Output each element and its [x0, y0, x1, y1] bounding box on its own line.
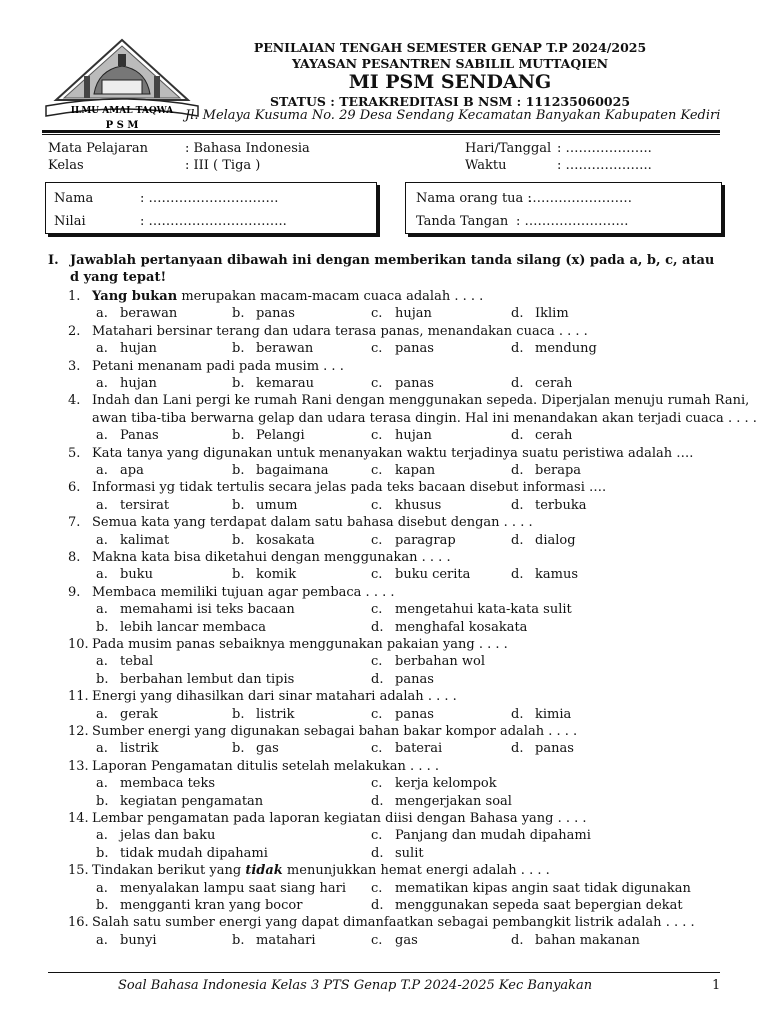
option-letter: a.: [96, 602, 108, 618]
option-text: mengganti kran yang bocor: [120, 898, 303, 913]
question-item: [68, 480, 606, 495]
option-d: [511, 341, 597, 356]
question-text: Informasi yg tidak tertulis secara jelas pada teks bacaan disebut informasi ….: [92, 480, 607, 496]
question-text: Makna kata bisa diketahui dengan menggunakan . . . .: [92, 550, 451, 565]
option-letter: c.: [371, 341, 383, 357]
option-letter: d.: [511, 428, 524, 444]
option-letter: d.: [511, 463, 524, 478]
option-text: menggunakan sepeda saat bepergian dekat: [395, 898, 683, 913]
option-d: [371, 846, 424, 861]
question-number: 11.: [68, 689, 89, 705]
parent-name-field: ……………………: [528, 191, 632, 206]
option-letter: d.: [511, 497, 524, 513]
option-letter: d.: [511, 341, 524, 357]
question-number: 5.: [68, 445, 81, 461]
question-text: Sumber energi yang digunakan sebagai bahan bakar kompor adalah . . . .: [92, 724, 578, 739]
option-c: [371, 376, 434, 391]
option-letter: a.: [96, 654, 108, 670]
option-text: khusus: [395, 497, 442, 513]
time-value: : ………………..: [557, 158, 652, 173]
option-letter: b.: [232, 532, 245, 548]
option-letter: d.: [511, 376, 524, 391]
signature-label: Tanda Tangan: [416, 214, 509, 229]
option-text: kosakata: [256, 532, 315, 548]
option-d: [511, 933, 640, 948]
class-value: : III ( Tiga ): [185, 158, 261, 173]
option-letter: b.: [96, 619, 109, 635]
option-a: [96, 828, 215, 843]
option-d: [511, 707, 571, 722]
option-b: [232, 933, 316, 948]
section-text: Jawablah pertanyaan dibawah ini dengan memberikan tanda silang (x) pada a, b, c, atau d yang tepat!: [70, 253, 715, 285]
name-field: : …………………………: [140, 191, 279, 206]
score-field: : …………………………..: [140, 214, 287, 229]
option-text: panas: [395, 341, 434, 357]
option-text: bunyi: [120, 932, 157, 948]
name-label: Nama: [54, 191, 94, 206]
option-b: [232, 463, 329, 478]
option-c: [371, 828, 591, 843]
option-letter: c.: [371, 880, 383, 896]
option-text: hujan: [120, 341, 157, 357]
option-letter: c.: [371, 532, 383, 548]
option-text: mengetahui kata-kata sulit: [395, 602, 572, 618]
question-item: [68, 515, 533, 530]
question-text: Indah dan Lani pergi ke rumah Rani dengan menggunakan sepeda. Diperjalan menuju rumah Rani,: [92, 393, 750, 409]
option-letter: c.: [371, 376, 383, 391]
parent-box: [405, 182, 722, 234]
option-letter: c.: [371, 602, 383, 618]
option-letter: c.: [371, 828, 383, 844]
option-text: Panas: [120, 428, 159, 444]
option-text: menghafal kosakata: [395, 619, 528, 635]
option-letter: a.: [96, 341, 108, 357]
option-text: tidak mudah dipahami: [120, 845, 268, 861]
question-item: [68, 550, 451, 565]
option-text: cerah: [535, 428, 573, 444]
option-a: [96, 707, 158, 722]
option-letter: b.: [232, 567, 245, 583]
option-letter: b.: [232, 706, 245, 722]
option-text: Pelangi: [256, 428, 305, 444]
option-a: [96, 602, 295, 617]
question-item: [68, 289, 483, 304]
option-b: [232, 428, 305, 443]
option-c: [371, 933, 418, 948]
question-number: 12.: [68, 724, 89, 739]
question-emphasis: Yang bukan: [92, 289, 178, 304]
option-letter: b.: [232, 428, 245, 444]
question-item: [68, 324, 588, 339]
option-letter: b.: [232, 376, 245, 391]
question-number: 3.: [68, 358, 81, 374]
option-b: [96, 898, 302, 913]
option-c: [371, 341, 434, 356]
option-text: gas: [256, 741, 279, 757]
question-number: 10.: [68, 637, 89, 652]
option-text: gas: [395, 932, 418, 948]
question-number: 8.: [68, 550, 81, 565]
option-c: [371, 707, 434, 722]
option-c: [371, 428, 432, 443]
option-d: [511, 428, 572, 443]
option-letter: d.: [511, 706, 524, 722]
option-letter: c.: [371, 463, 383, 478]
question-text: merupakan macam-macam cuaca adalah . . . .: [177, 289, 484, 304]
option-text: berawan: [120, 306, 178, 322]
option-text: lebih lancar membaca: [120, 619, 266, 635]
option-letter: c.: [371, 567, 383, 583]
subject-label: Mata Pelajaran: [48, 141, 149, 156]
option-text: matahari: [256, 932, 316, 948]
option-a: [96, 463, 144, 478]
question-text: Kata tanya yang digunakan untuk menanyakan waktu terjadinya suatu peristiwa adalah ….: [92, 445, 694, 461]
option-letter: a.: [96, 306, 108, 322]
option-text: panas: [395, 671, 434, 687]
footer-text: Soal Bahasa Indonesia Kelas 3 PTS Genap T.P 2024-2025 Kec Banyakan: [118, 978, 593, 993]
option-c: [371, 654, 485, 669]
subject-value: : Bahasa Indonesia: [185, 141, 310, 156]
option-c: [371, 741, 442, 756]
option-text: sulit: [395, 845, 424, 861]
option-a: [96, 776, 215, 791]
question-number: 16.: [68, 915, 89, 931]
option-letter: a.: [96, 880, 108, 896]
option-text: baterai: [395, 741, 443, 757]
option-letter: a.: [96, 428, 108, 444]
option-text: berbahan lembut dan tipis: [120, 671, 295, 687]
option-text: menyalakan lampu saat siang hari: [120, 880, 347, 896]
question-number: 13.: [68, 758, 89, 774]
option-text: berapa: [535, 463, 582, 478]
question-number: 7.: [68, 515, 81, 531]
question-item: [68, 724, 577, 739]
option-letter: d.: [371, 619, 384, 635]
option-letter: d.: [511, 532, 524, 548]
option-text: mengerjakan soal: [395, 793, 512, 809]
option-letter: a.: [96, 776, 108, 792]
option-text: gerak: [120, 706, 158, 722]
page-number: 1: [712, 978, 721, 993]
school-name: MI PSM SENDANG: [348, 71, 552, 93]
section-instruction: [48, 252, 718, 286]
question-text-continued: awan tiba-tiba berwarna gelap dan udara terasa dingin. Hal ini menandakan akan terjadi cuaca . . . .: [92, 410, 757, 426]
option-c: [371, 776, 497, 791]
question-text: Lembar pengamatan pada laporan kegiatan diisi dengan Bahasa yang . . . .: [92, 811, 587, 826]
school-logo: [42, 36, 202, 132]
option-letter: b.: [96, 845, 109, 861]
question-number: 6.: [68, 480, 81, 496]
question-text: Tindakan berikut yang: [92, 863, 246, 879]
option-letter: d.: [511, 932, 524, 948]
option-a: [96, 933, 157, 948]
option-text: Panjang dan mudah dipahami: [395, 828, 591, 844]
student-box: [45, 182, 377, 234]
option-letter: b.: [232, 741, 245, 757]
question-text: Salah satu sumber energi yang dapat dimanfaatkan sebagai pembangkit listrik adalah . . . .: [92, 915, 695, 931]
accreditation-status: STATUS : TERAKREDITASI B NSM : 111235060025: [269, 94, 631, 109]
option-a: [96, 654, 153, 669]
time-label: Waktu: [465, 158, 507, 173]
question-number: 4.: [68, 393, 81, 409]
option-text: umum: [256, 497, 298, 513]
option-letter: b.: [232, 932, 245, 948]
option-letter: a.: [96, 741, 108, 757]
question-text: Petani menanam padi pada musim . . .: [92, 358, 344, 374]
option-d: [511, 741, 574, 756]
logo-text-psm: P S M: [105, 120, 139, 131]
option-text: mematikan kipas angin saat tidak digunakan: [395, 880, 691, 896]
option-text: mendung: [535, 341, 597, 357]
option-text: membaca teks: [120, 776, 216, 792]
option-letter: b.: [232, 463, 245, 478]
option-letter: a.: [96, 497, 108, 513]
option-letter: a.: [96, 828, 108, 844]
option-c: [371, 498, 441, 513]
option-c: [371, 881, 691, 896]
option-letter: a.: [96, 532, 108, 548]
signature-field: : ……………………: [516, 214, 629, 229]
option-b: [96, 620, 266, 635]
option-b: [232, 498, 297, 513]
option-d: [511, 463, 581, 478]
option-d: [371, 620, 527, 635]
option-text: kimia: [535, 706, 572, 722]
option-letter: c.: [371, 428, 383, 444]
option-letter: d.: [371, 898, 384, 913]
option-text: memahami isi teks bacaan: [120, 602, 295, 618]
option-text: listrik: [256, 706, 295, 722]
option-a: [96, 881, 346, 896]
option-d: [511, 533, 576, 548]
date-label: Hari/Tanggal: [465, 141, 552, 156]
option-d: [511, 498, 586, 513]
option-c: [371, 567, 470, 582]
option-text: hujan: [395, 428, 432, 444]
question-item: [68, 863, 550, 878]
question-text: Membaca memiliki tujuan agar pembaca . . . .: [92, 584, 395, 600]
option-b: [232, 341, 313, 356]
question-number: 9.: [68, 584, 81, 600]
option-text: panas: [395, 706, 434, 722]
option-d: [371, 672, 434, 687]
option-letter: b.: [232, 341, 245, 357]
option-letter: d.: [511, 741, 524, 757]
option-letter: a.: [96, 706, 108, 722]
option-d: [511, 567, 578, 582]
question-text: Semua kata yang terdapat dalam satu bahasa disebut dengan . . . .: [92, 515, 533, 531]
option-d: [371, 898, 683, 913]
option-b: [232, 707, 294, 722]
option-text: paragrap: [395, 532, 456, 548]
question-number: 14.: [68, 811, 89, 826]
question-text: menunjukkan hemat energi adalah . . . .: [282, 863, 550, 879]
question-item: [68, 759, 439, 774]
option-text: hujan: [120, 376, 157, 391]
question-item: [68, 811, 587, 826]
question-item: [68, 359, 344, 374]
option-text: kegiatan pengamatan: [120, 793, 264, 809]
option-text: buku: [120, 567, 153, 583]
option-letter: b.: [96, 671, 109, 687]
option-b: [232, 567, 296, 582]
option-text: buku cerita: [395, 567, 471, 583]
question-text: Matahari bersinar terang dan udara terasa panas, menandakan cuaca . . . .: [92, 323, 588, 339]
option-b: [96, 794, 263, 809]
option-text: panas: [535, 741, 574, 757]
option-b: [232, 533, 315, 548]
option-a: [96, 498, 169, 513]
option-a: [96, 567, 153, 582]
option-text: kalimat: [120, 532, 170, 548]
option-text: hujan: [395, 306, 432, 322]
option-letter: a.: [96, 463, 108, 478]
question-emphasis: tidak: [245, 863, 283, 879]
option-a: [96, 376, 157, 391]
option-letter: d.: [371, 793, 384, 809]
option-letter: c.: [371, 776, 383, 792]
option-letter: a.: [96, 932, 108, 948]
option-a: [96, 306, 177, 321]
foundation-name: YAYASAN PESANTREN SABILIL MUTTAQIEN: [291, 56, 609, 71]
option-letter: b.: [232, 306, 245, 322]
option-b: [232, 376, 314, 391]
question-item: [68, 585, 395, 600]
question-text: Pada musim panas sebaiknya menggunakan pakaian yang . . . .: [92, 637, 508, 652]
class-label: Kelas: [48, 158, 84, 173]
option-d: [511, 306, 569, 321]
question-number: 1.: [68, 289, 81, 304]
option-letter: a.: [96, 376, 108, 391]
option-text: tebal: [120, 654, 154, 670]
option-text: dialog: [535, 532, 576, 548]
date-value: : ………………..: [557, 141, 652, 156]
option-letter: b.: [232, 497, 245, 513]
option-letter: c.: [371, 932, 383, 948]
option-text: bagaimana: [256, 463, 329, 478]
option-d: [511, 376, 572, 391]
option-letter: c.: [371, 306, 383, 322]
option-letter: c.: [371, 654, 383, 670]
option-b: [232, 306, 295, 321]
option-b: [232, 741, 279, 756]
option-text: kemarau: [256, 376, 314, 391]
option-text: berbahan wol: [395, 654, 486, 670]
option-d: [371, 794, 512, 809]
option-letter: c.: [371, 706, 383, 722]
option-letter: b.: [96, 898, 109, 913]
option-a: [96, 428, 159, 443]
option-a: [96, 341, 157, 356]
question-item: [68, 689, 457, 704]
exam-title: PENILAIAN TENGAH SEMESTER GENAP T.P 2024/2025: [253, 40, 647, 55]
option-text: cerah: [535, 376, 573, 391]
option-letter: d.: [371, 845, 384, 861]
option-letter: d.: [511, 306, 524, 322]
option-letter: a.: [96, 567, 108, 583]
question-item: [68, 637, 508, 652]
option-a: [96, 741, 158, 756]
section-number: I.: [48, 253, 59, 268]
option-a: [96, 533, 169, 548]
school-address: Jl. Melaya Kusuma No. 29 Desa Sendang Kecamatan Banyakan Kabupaten Kediri: [185, 108, 721, 123]
question-number: 15.: [68, 863, 89, 879]
question-item: [68, 446, 693, 461]
option-text: komik: [256, 567, 297, 583]
question-text: Energi yang dihasilkan dari sinar matahari adalah . . . .: [92, 689, 457, 705]
score-label: Nilai: [54, 214, 86, 229]
option-text: kerja kelompok: [395, 776, 497, 792]
question-item: [68, 393, 749, 408]
option-text: listrik: [120, 741, 159, 757]
option-text: tersirat: [120, 497, 170, 513]
option-text: bahan makanan: [535, 932, 640, 948]
header-divider: [42, 130, 720, 135]
option-text: apa: [120, 463, 144, 478]
option-letter: c.: [371, 497, 383, 513]
option-text: panas: [395, 376, 434, 391]
option-c: [371, 533, 456, 548]
option-text: Iklim: [535, 306, 569, 322]
option-text: kapan: [395, 463, 436, 478]
option-letter: d.: [371, 671, 384, 687]
option-text: berawan: [256, 341, 314, 357]
parent-name-label: Nama orang tua :: [416, 191, 532, 206]
option-text: kamus: [535, 567, 578, 583]
option-c: [371, 306, 432, 321]
option-text: jelas dan baku: [120, 828, 216, 844]
question-number: 2.: [68, 323, 81, 339]
option-text: terbuka: [535, 497, 587, 513]
footer-divider: [48, 972, 720, 973]
option-b: [96, 846, 268, 861]
question-item: [68, 915, 695, 930]
option-c: [371, 463, 435, 478]
option-text: panas: [256, 306, 295, 322]
option-b: [96, 672, 294, 687]
question-text: Laporan Pengamatan ditulis setelah melakukan . . . .: [92, 758, 439, 774]
option-letter: d.: [511, 567, 524, 583]
option-letter: c.: [371, 741, 383, 757]
option-c: [371, 602, 572, 617]
logo-text-motto: ILMU AMAL TAQWA: [70, 106, 174, 116]
option-letter: b.: [96, 793, 109, 809]
